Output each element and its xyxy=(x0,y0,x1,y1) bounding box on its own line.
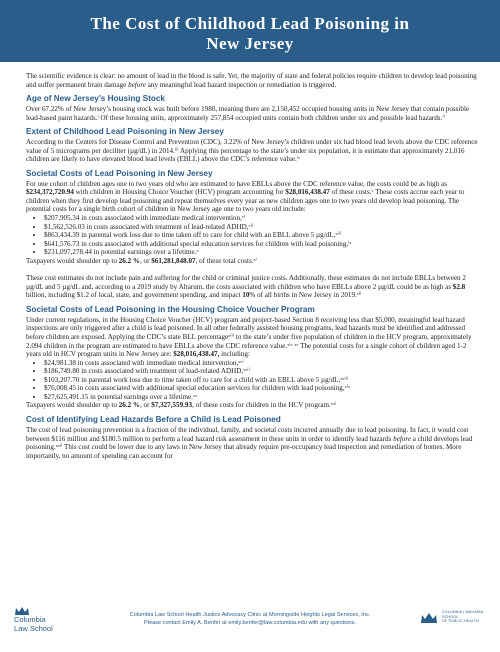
hcv-paragraph: Under current regulations, in the Housing Choice Voucher (HCV) program and project-based Section 8 receiving less than $5,000, meaningful lead hazard inspections are only triggered after a child is lead poisoned. In all other federally assisted housing programs, lead hazards must be identified and addressed before children are exposed. Applying the CDC’s state BLL percentageˣⁱⁱⁱ to the state’s under five population of children in the HCV program, approximately 2,094 children in the program are estimated to have EBLLs above the CDC reference value.ˣⁱᵛ ˣᵛ The potential costs for a single cohort of children aged 1-2 years old in HCV program units in New Jersey are: $28,016,438.47, including: xyxy=(26,315,472,359)
list-item: • $641,576.73 in costs associated with additional special education services for children with lead poisoning,ⁱˣ xyxy=(44,240,478,249)
footer xyxy=(0,600,500,652)
list-item: • $76,008.45 in costs associated with additional special education services for children with lead poisoning,ˣⁱˣ xyxy=(44,384,478,393)
columbia-law-logo: Columbia Law School xyxy=(14,606,64,633)
societal-costs-paragraph: For one cohort of children ages one to two years old who are estimated to have EBLLs above the CDC reference value, the costs could be as high as $234,372,720.94 with children in Housing Choice Voucher (HCV) program accounting for $28,016,438.47 of these costs.ᵛ These costs accrue each year to children when they first develop lead poisoning and repeat themselves every year as new children ages one to two years old develop lead poisoning. The potential costs for a single birth cohort of children in New Jersey age one to two years old include: xyxy=(26,179,465,214)
page-title-line1: The Cost of Childhood Lead Poisoning in xyxy=(90,14,410,33)
hcv-taxpayer-share-paragraph: Taxpayers would shoulder up to 26.2 %, or $7,327,559.93, of these costs for children in the HCV program.ˣˣⁱ xyxy=(26,401,337,410)
societal-costs-list xyxy=(26,214,478,257)
identifying-hazards-paragraph: The cost of lead poisoning prevention is a fraction of the individual, family, and societal costs incurred annually due to lead poisoning. In fact, it would cost between $116 million and $180.5 million to perform a lead hazard risk assessment in these units in order to identify lead hazards before a child develops lead poisoning.ˣˣⁱⁱ This cost could be lower due to any laws in New Jersey that already require pre-occupancy lead inspection and remediation of homes. More importantly, no amount of spending can account for xyxy=(26,425,473,460)
title-banner xyxy=(0,0,500,62)
list-item: • $207,905.34 in costs associated with immediate medical intervention,ᵛⁱ xyxy=(44,214,478,223)
extent-paragraph: According to the Centers for Disease Control and Prevention (CDC), 3.22% of New Jersey’s children under six had blood lead levels above the CDC reference value of 5 micrograms per deciliter (µg/dL) in 2014.ⁱⁱⁱ Applying this percentage to the state’s under six population, it is estimate that approximately 21,016 children are likely to have elevated blood lead levels (EBLL) above the CDC’s reference value.ⁱᵛ xyxy=(26,138,478,164)
section-heading-hcv: Societal Costs of Lead Poisoning in the Housing Choice Voucher Program xyxy=(26,304,315,314)
list-item: • $1,562,526.03 in costs associated with treatment of lead-related ADHD,ᵛⁱⁱ xyxy=(44,223,478,232)
list-item: • $231,097,278.44 in potential earnings over a lifetime.ˣ xyxy=(44,248,478,257)
section-heading-housing-age: Age of New Jersey’s Housing Stock xyxy=(26,94,165,104)
list-item: • $103,207.70 in parental work loss due to time taken off to care for a child with an EBLL above 5 µg/dL,ˣᵛⁱⁱⁱ xyxy=(44,376,478,385)
list-item: • $186,749.80 in costs associated with treatment of lead-related ADHD,ˣᵛⁱⁱ xyxy=(44,367,478,376)
list-item: • $27,625,491.15 in potential earnings over a lifetime.ˣˣ xyxy=(44,393,478,402)
housing-age-paragraph: Over 67.22% of New Jersey’s housing stock was built before 1980, meaning there are 2,150,452 occupied housing units in New Jersey that contain possible lead-based paint hazards.ⁱ Of these housing units, approximately 257,854 occupied units contain both children under six and possible lead hazards.ⁱⁱ xyxy=(26,105,470,122)
cost-caveats-paragraph: These cost estimates do not include pain and suffering for the child or criminal justice costs. Additionally, these estimates do not include EBLLs between 2 µg/dL and 5 µg/dL and, according to a 2019 study by Altarum, the costs associated with children who have EBLLs above 2 µg/dL could be as high as $2.8 billion, including $1.2 of local, state, and government spending, and impact 10% of all births in New Jersey in 2019.ˣⁱⁱ xyxy=(26,274,466,300)
list-item: • $863,434.39 in parental work loss due to time taken off to care for child with an EBLL above 5 µg/dL,ᵛⁱⁱⁱ xyxy=(44,231,478,240)
list-item: • $24,981.38 in costs associated with immediate medical intervention,ˣᵛⁱ xyxy=(44,359,478,368)
mailman-school-logo: COLUMBIA | MAILMAN SCHOOL OF PUBLIC HEALTH xyxy=(420,608,490,630)
section-heading-extent: Extent of Childhood Lead Poisoning in New Jersey xyxy=(26,127,224,137)
section-heading-identifying-hazards: Cost of Identifying Lead Hazards Before a Child is Lead Poisoned xyxy=(26,414,281,424)
page-title-line2: New Jersey xyxy=(206,34,294,53)
footer-line-1: Columbia Law School Health Justice Advocacy Clinic at Morningside Heights Legal Services, Inc. xyxy=(129,612,371,618)
document-body xyxy=(26,72,478,460)
hcv-costs-list xyxy=(26,359,478,402)
footer-contact xyxy=(100,612,400,627)
footer-line-2: Please contact Emily A. Benfer at emily.benfer@law.columbia.edu with any questions. xyxy=(143,619,357,626)
intro-paragraph: The scientific evidence is clear: no amount of lead in the blood is safe. Yet, the majority of state and federal policies require children to develop lead poisoning and suffer permanent brain damage before any meaningful lead hazard inspection or remediation is triggered. xyxy=(26,72,477,89)
taxpayer-share-paragraph: Taxpayers would shoulder up to 26.2 %, or $61,281,848.07, of these total costs.ˣⁱ xyxy=(26,256,257,265)
section-heading-societal-costs: Societal Costs of Lead Poisoning in New Jersey xyxy=(26,168,213,178)
crown-icon xyxy=(420,612,438,624)
